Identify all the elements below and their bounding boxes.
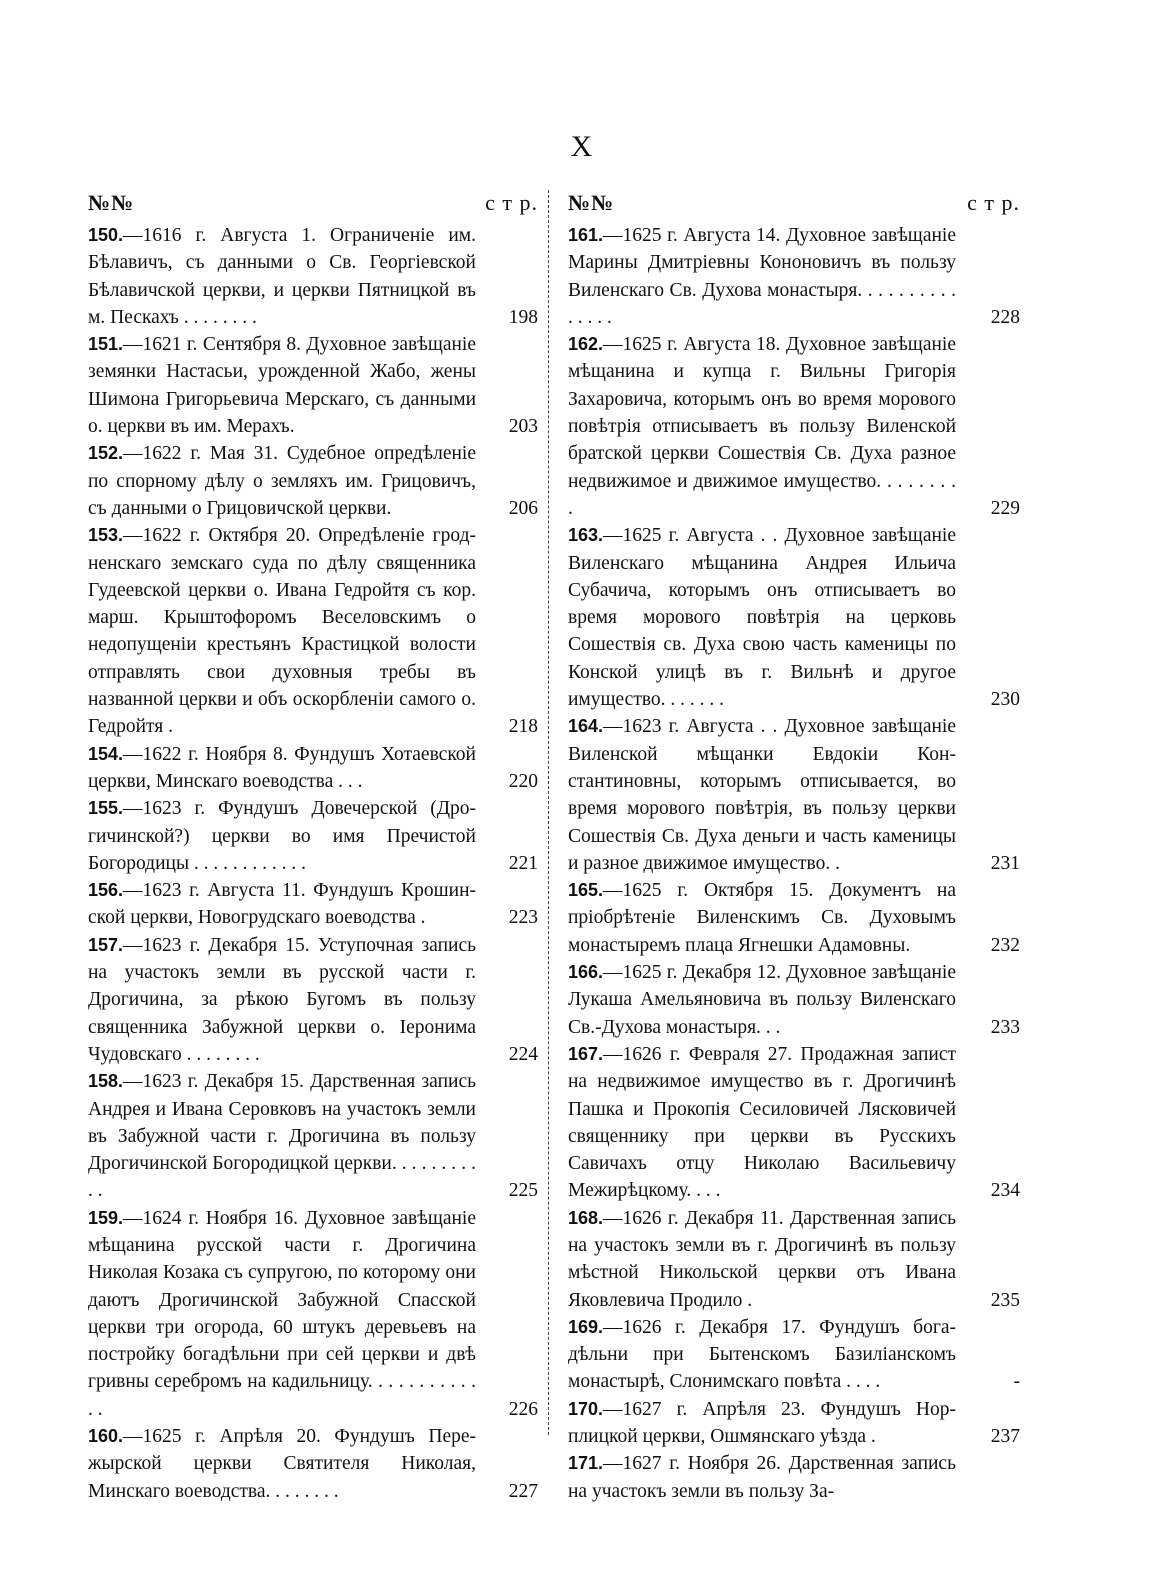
entry-description: —1625 г. Апрѣля 20. Фундушъ Пережырской церкви Святителя Николая, Минскаго воеводства. . . . . . . .	[88, 1426, 476, 1502]
entry-text-block	[88, 1068, 476, 1204]
entry-description: —1623 г. Фундушъ Довечерской (Дрогичинской?) церкви во имя Пречистой Богородицы . . . . . . . . . . . .	[88, 798, 476, 874]
index-entry	[568, 959, 1020, 1041]
entry-text-block	[88, 877, 476, 932]
entry-number: 161.	[568, 225, 604, 245]
entry-text-block	[568, 331, 956, 522]
index-entry	[88, 440, 538, 522]
entry-description: —1626 г. Февраля 27. Продажная запист на недвижимое имущество въ г. Дрогичинѣ Пашка и Прокопія Сесиловичей Лясковичей священнику при церкви въ Русскихъ Савичахъ отцу Николаю Васильевичу Межирѣцкому. . . .	[568, 1043, 956, 1202]
entry-text-block	[568, 959, 956, 1041]
index-entry	[88, 1205, 538, 1423]
entry-number: 170.	[568, 1398, 604, 1419]
entry-page-number: 218	[508, 716, 538, 738]
entry-page-number: 203	[508, 416, 538, 438]
entry-text-block	[88, 741, 476, 796]
entry-number: 151.	[88, 334, 124, 355]
entry-number: 159.	[88, 1207, 124, 1228]
entry-number: 155.	[88, 798, 124, 819]
entry-description: —1616 г. Августа 1. Ограниченіе им. Бѣлавичъ, съ данными о Св. Георгіевской Бѣлавичской церкви, и церкви Пятницкой въ м. Пескахъ . . . . . . . .	[88, 225, 476, 328]
entry-page-number: 220	[508, 770, 538, 792]
left-column	[88, 190, 538, 1505]
entry-page-number: 231	[990, 852, 1020, 874]
index-entry	[568, 522, 1020, 713]
entry-number: 156.	[88, 880, 124, 901]
index-entry	[568, 1041, 1020, 1205]
entry-number: 162.	[568, 334, 604, 355]
index-entry	[568, 1450, 1020, 1505]
entry-description: —1623 г. Декабря 15. Дарственная запись Андрея и Ивана Серовковъ на участокъ земли въ Забужной части г. Дрогичина въ пользу Дрогичинской Богородицкой церкви. . . . . . . . . . .	[88, 1071, 476, 1202]
entry-page-number: 224	[508, 1043, 538, 1065]
entry-number: 166.	[568, 962, 604, 983]
index-entry	[568, 877, 1020, 959]
column-divider	[548, 190, 549, 1435]
entry-page-number: 225	[508, 1180, 538, 1202]
entry-page-number: 232	[990, 934, 1020, 956]
entry-text-block	[88, 440, 476, 522]
entry-description: —1627 г. Ноября 26. Дарственная запись на участокъ земли въ пользу За-	[568, 1453, 956, 1502]
entry-number: 167.	[568, 1043, 604, 1064]
entry-text-block	[568, 1041, 956, 1205]
entry-page-number: 206	[508, 497, 538, 519]
entry-text-block	[568, 222, 956, 331]
left-entries	[88, 222, 538, 1505]
entry-page-number: 221	[508, 852, 538, 874]
entry-description: —1626 г. Декабря 17. Фундушъ богадѣльни при Бытенскомъ Базиліанскомъ монастырѣ, Слонимскаго повѣта . . . .	[568, 1316, 956, 1393]
entry-text-block	[568, 1314, 956, 1396]
entry-text-block	[88, 932, 476, 1068]
entry-text-block	[568, 877, 956, 959]
entry-description: —1623 г. Декабря 15. Уступочная запись на участокъ земли въ русской части г. Дрогичина, за рѣкою Бугомъ въ пользу священника Забужной церкви о. Іеронима Чудовскаго . . . . . . . .	[88, 934, 476, 1065]
entry-description: —1623 г. Августа . . Духовное завѣщаніе Виленской мѣщанки Евдокіи Константиновны, которымъ отписывается, во время морового повѣтрія, въ пользу церкви Сошествія Св. Духа деньги и часть каменицы и разное движимое имущество. .	[568, 716, 956, 874]
entry-text-block	[568, 522, 956, 713]
index-entry	[568, 331, 1020, 522]
entry-description: —1625 г. Октября 15. Документъ на пріобрѣтеніе Виленскимъ Св. Духовымъ монастыремъ плаца Ягнешки Адамовны.	[568, 880, 956, 956]
entry-number: 168.	[568, 1207, 604, 1228]
entry-description: —1623 г. Августа 11. Фундушъ Крошинской церкви, Новогрудскаго воеводства .	[88, 880, 476, 929]
entry-text-block	[88, 1205, 476, 1423]
number-header: №№	[568, 190, 615, 215]
entry-number: 150.	[88, 225, 124, 245]
index-entry	[568, 1396, 1020, 1451]
index-entry	[568, 222, 1020, 331]
entry-description: —1625 г. Декабря 12. Духовное завѣщаніе Лукаша Амельяновича въ пользу Виленскаго Св.-Духова монастыря. . .	[568, 962, 956, 1038]
entry-text-block	[88, 522, 476, 740]
entry-number: 153.	[88, 525, 124, 546]
entry-description: —1622 г. Октября 20. Опредѣленіе гродненскаго земскаго суда по дѣлу священника Гудеевской церкви о. Ивана Гедройтя съ кор. марш. Крыштофоромъ Веселовскимъ о недопущеніи крестьянъ Крастицкой волости отправлять свои духовныя требы въ названной церкви и объ оскорбленіи самого о. Гедройтя .	[88, 525, 476, 738]
entry-number: 157.	[88, 934, 124, 955]
index-entry	[568, 713, 1020, 877]
entry-page-number: 229	[990, 497, 1020, 519]
index-entry	[88, 932, 538, 1068]
entry-page-number: 226	[508, 1398, 538, 1420]
entry-text-block	[88, 1423, 476, 1505]
entry-description: —1625 г. Августа 14. Духовное завѣщаніе Марины Дмитріевны Кононовичъ въ пользу Виленскаго Св. Духова монастыря. . . . . . . . . . . . . . .	[568, 225, 956, 328]
entry-description: —1621 г. Сентября 8. Духовное завѣщаніе земянки Настасьи, урожденной Жабо, жены Шимона Григорьевича Мерскаго, съ данными о. церкви въ им. Мерахъ.	[88, 334, 476, 438]
entry-description: —1626 г. Декабря 11. Дарственная запись на участокъ земли въ г. Дрогичинѣ въ пользу мѣстной Никольской церкви отъ Ивана Яковлевича Продило .	[568, 1207, 956, 1311]
entry-text-block	[88, 795, 476, 877]
entry-number: 163.	[568, 525, 604, 546]
entry-number: 165.	[568, 880, 604, 901]
right-entries	[568, 222, 1020, 1505]
entry-description: —1627 г. Апрѣля 23. Фундушъ Норплицкой церкви, Ошмянскаго уѣзда .	[568, 1398, 956, 1448]
right-column	[568, 190, 1020, 1505]
entry-number: 171.	[568, 1453, 604, 1474]
entry-description: —1625 г. Августа 18. Духовное завѣщаніе мѣщанина и купца г. Вильны Григорія Захаровича, которымъ онъ во время морового повѣтрія отписываетъ въ пользу Виленской братской церкви Сошествія Св. Духа разное недвижимое и движимое имущество. . . . . . . . .	[568, 334, 956, 519]
entry-number: 169.	[568, 1316, 604, 1337]
left-column-header	[88, 190, 538, 222]
entry-number: 154.	[88, 743, 124, 764]
index-entry	[568, 1205, 1020, 1314]
entry-page-number: 223	[508, 907, 538, 929]
page-number: X	[570, 130, 593, 163]
entry-page-number: 237	[990, 1426, 1020, 1448]
page-header: с т р.	[967, 190, 1020, 215]
entry-text-block	[568, 713, 956, 877]
index-entry	[88, 331, 538, 440]
number-header: №№	[88, 190, 135, 215]
entry-text-block	[88, 222, 476, 331]
entry-page-number: 198	[508, 306, 538, 328]
right-column-header	[568, 190, 1020, 222]
entry-page-number: 233	[990, 1016, 1020, 1038]
index-entry	[568, 1314, 1020, 1396]
entry-description: —1622 г. Ноября 8. Фундушъ Хотаевской церкви, Минскаго воеводства . . .	[88, 743, 476, 792]
entry-page-number: 228	[990, 306, 1020, 328]
index-entry	[88, 795, 538, 877]
entry-number: 160.	[88, 1426, 124, 1447]
entry-number: 164.	[568, 716, 604, 737]
entry-page-number: 235	[990, 1289, 1020, 1311]
entry-text-block	[568, 1396, 956, 1451]
entry-description: —1625 г. Августа . . Духовное завѣщаніе Виленскаго мѣщанина Андрея Ильича Субачича, которымъ онъ отписываетъ во время морового повѣтрія на церковь Сошествія св. Духа свою часть каменицы по Конской улицѣ въ г. Вильнѣ и другое имущество. . . . . . .	[568, 525, 956, 711]
entry-number: 152.	[88, 443, 124, 464]
entry-page-number: 230	[990, 689, 1020, 711]
page-header: с т р.	[485, 190, 538, 215]
index-entry	[88, 741, 538, 796]
index-entry	[88, 877, 538, 932]
index-entry	[88, 1068, 538, 1204]
entry-number: 158.	[88, 1071, 124, 1092]
entry-page-number: 234	[990, 1180, 1020, 1202]
entry-text-block	[88, 331, 476, 440]
entry-description: —1622 г. Мая 31. Судебное опредѣленіе по спорному дѣлу о земляхъ им. Грицовичъ, съ данными о Грицовичской церкви.	[88, 443, 476, 519]
entry-page-number: -	[1013, 1371, 1020, 1393]
entry-description: —1624 г. Ноября 16. Духовное завѣщаніе мѣщанина русской части г. Дрогичина Николая Козака съ супругою, по которому они даютъ Дрогичинской Забужной Спасской церкви три огорода, 60 штукъ деревьевъ на постройку богадѣльни при сей церкви и двѣ гривны серебромъ на кадильницу. . . . . . . . . . . . .	[88, 1207, 476, 1420]
index-entry	[88, 222, 538, 331]
entry-page-number: 227	[508, 1480, 538, 1502]
index-entry	[88, 522, 538, 740]
entry-text-block	[568, 1450, 956, 1505]
index-entry	[88, 1423, 538, 1505]
entry-text-block	[568, 1205, 956, 1314]
